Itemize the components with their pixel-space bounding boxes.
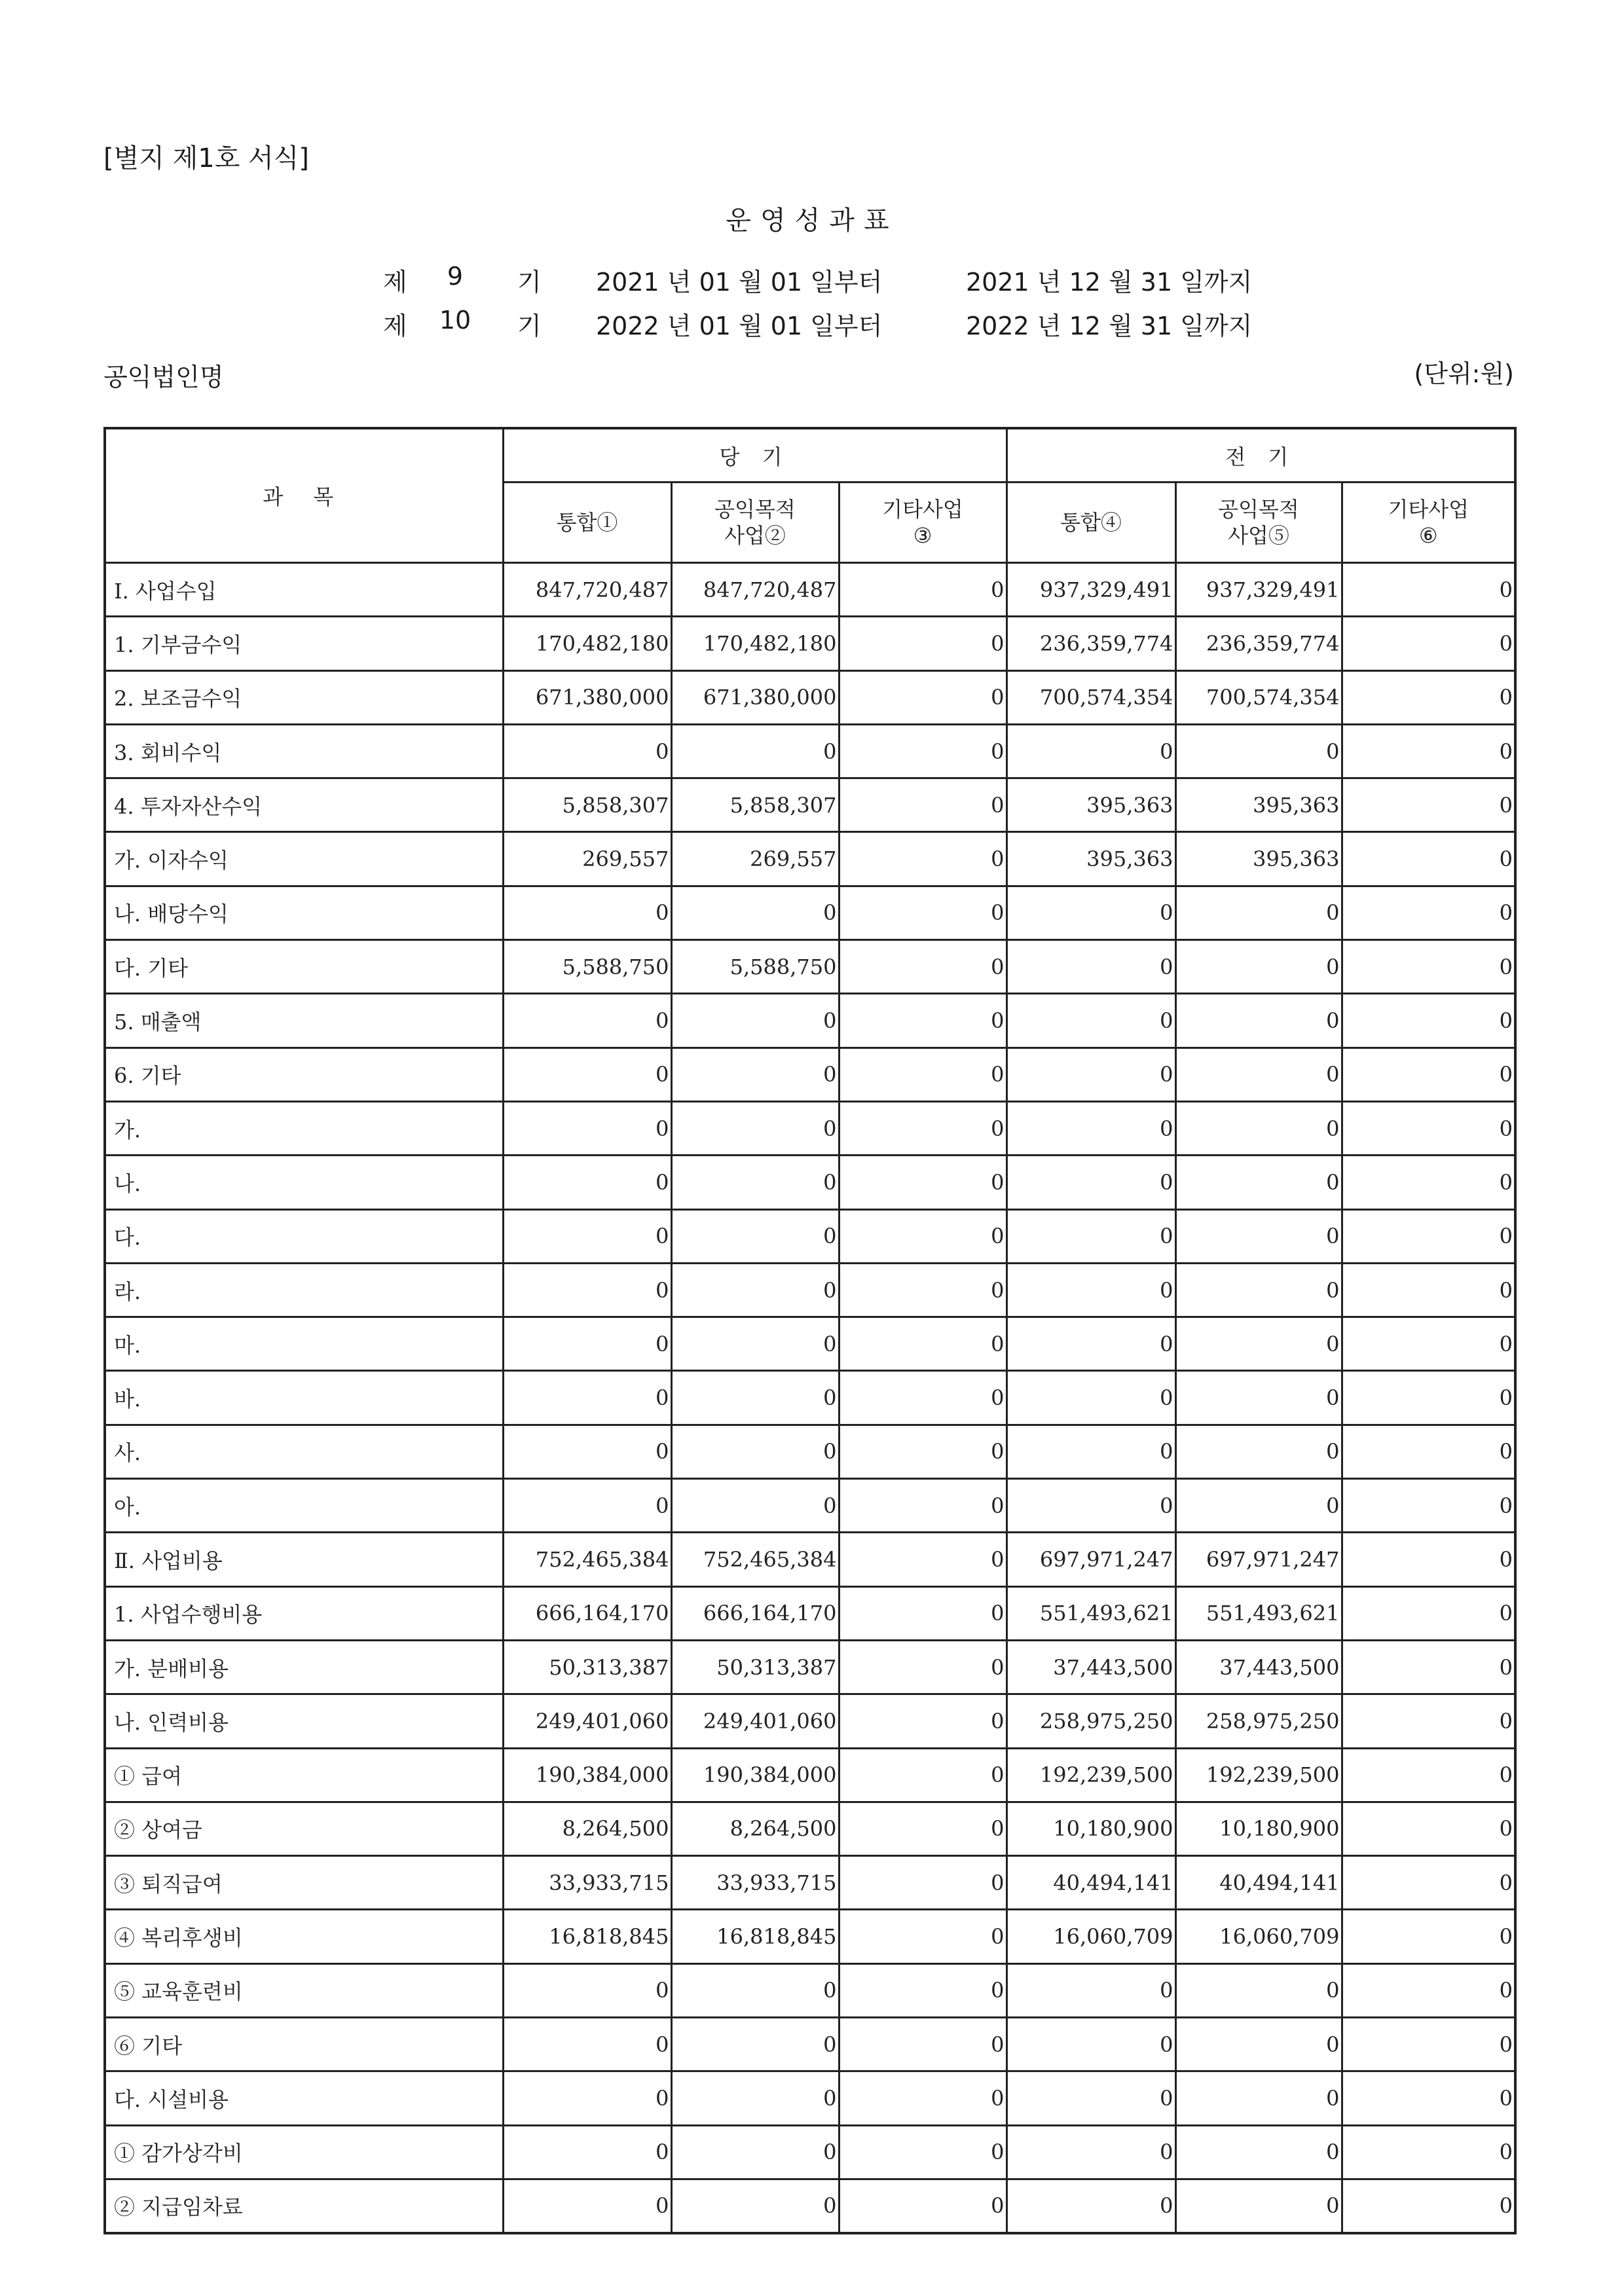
amount-cell: 40,494,141 xyxy=(1006,1856,1175,1910)
amount-cell: 0 xyxy=(839,1263,1006,1317)
amount-cell: 0 xyxy=(1342,1586,1515,1640)
amount-cell: 0 xyxy=(503,1048,671,1101)
row-label: 나. xyxy=(105,1156,503,1209)
amount-cell: 0 xyxy=(1342,1640,1515,1694)
amount-cell: 8,264,500 xyxy=(503,1802,671,1855)
amount-cell: 10,180,900 xyxy=(1175,1802,1342,1855)
row-label: ② 지급임차료 xyxy=(105,2179,503,2232)
amount-cell: 40,494,141 xyxy=(1175,1856,1342,1910)
amount-cell: 0 xyxy=(839,563,1006,617)
row-label: 1. 기부금수익 xyxy=(105,617,503,670)
unit-label: (단위:원) xyxy=(1414,359,1514,388)
amount-cell: 0 xyxy=(839,1209,1006,1263)
amount-cell: 0 xyxy=(671,1371,839,1425)
table-row xyxy=(105,724,1515,778)
amount-cell: 249,401,060 xyxy=(671,1694,839,1748)
amount-cell: 0 xyxy=(1342,617,1515,670)
amount-cell: 0 xyxy=(839,1156,1006,1209)
amount-cell: 0 xyxy=(503,2071,671,2125)
amount-cell: 551,493,621 xyxy=(1006,1586,1175,1640)
amount-cell: 0 xyxy=(1342,1694,1515,1748)
row-label: 가. 분배비용 xyxy=(105,1640,503,1694)
row-label: 4. 투자자산수익 xyxy=(105,778,503,832)
amount-cell: 0 xyxy=(1342,2071,1515,2125)
amount-cell: 0 xyxy=(671,1963,839,2017)
row-label: ① 감가상각비 xyxy=(105,2125,503,2179)
amount-cell: 847,720,487 xyxy=(671,563,839,617)
amount-cell: 0 xyxy=(1342,1856,1515,1910)
amount-cell: 5,588,750 xyxy=(503,940,671,994)
amount-cell: 8,264,500 xyxy=(671,1802,839,1855)
amount-cell: 0 xyxy=(839,2125,1006,2179)
amount-cell: 0 xyxy=(1342,778,1515,832)
table-row xyxy=(105,1963,1515,2017)
amount-cell: 0 xyxy=(1175,1048,1342,1101)
amount-cell: 752,465,384 xyxy=(671,1533,839,1586)
operating-results-table xyxy=(103,427,1517,2234)
amount-cell: 0 xyxy=(1342,1748,1515,1802)
row-label: ⑤ 교육훈련비 xyxy=(105,1963,503,2017)
amount-cell: 0 xyxy=(1342,886,1515,939)
amount-cell: 0 xyxy=(671,2125,839,2179)
table-row xyxy=(105,563,1515,617)
amount-cell: 0 xyxy=(1175,1963,1342,2017)
amount-cell: 0 xyxy=(839,2179,1006,2232)
amount-cell: 0 xyxy=(1175,1425,1342,1478)
column-header: 통합① xyxy=(503,483,671,563)
amount-cell: 0 xyxy=(1175,2071,1342,2125)
amount-cell: 0 xyxy=(1175,724,1342,778)
amount-cell: 671,380,000 xyxy=(671,670,839,724)
amount-cell: 0 xyxy=(839,940,1006,994)
amount-cell: 0 xyxy=(503,1156,671,1209)
amount-cell: 0 xyxy=(1175,1209,1342,1263)
row-label: ② 상여금 xyxy=(105,1802,503,1855)
row-label: ⑥ 기타 xyxy=(105,2018,503,2071)
amount-cell: 16,818,845 xyxy=(671,1910,839,1963)
amount-cell: 258,975,250 xyxy=(1175,1694,1342,1748)
amount-cell: 0 xyxy=(503,1263,671,1317)
amount-cell: 0 xyxy=(671,1101,839,1155)
amount-cell: 0 xyxy=(839,1371,1006,1425)
column-header: 기타사업 ③ xyxy=(839,483,1006,563)
amount-cell: 269,557 xyxy=(671,832,839,886)
amount-cell: 0 xyxy=(1006,1425,1175,1478)
amount-cell: 0 xyxy=(839,1963,1006,2017)
amount-cell: 395,363 xyxy=(1175,778,1342,832)
amount-cell: 0 xyxy=(1342,563,1515,617)
amount-cell: 0 xyxy=(503,1101,671,1155)
amount-cell: 0 xyxy=(1342,940,1515,994)
amount-cell: 0 xyxy=(1175,1479,1342,1533)
period-from: 2021 년 01 월 01 일부터 xyxy=(596,268,883,297)
table-row xyxy=(105,940,1515,994)
amount-cell: 0 xyxy=(671,724,839,778)
row-label: 6. 기타 xyxy=(105,1048,503,1101)
amount-cell: 0 xyxy=(1175,1263,1342,1317)
amount-cell: 5,588,750 xyxy=(671,940,839,994)
period-from: 2022 년 01 월 01 일부터 xyxy=(596,312,883,340)
row-label: 가. xyxy=(105,1101,503,1155)
amount-cell: 0 xyxy=(1006,2018,1175,2071)
amount-cell: 0 xyxy=(839,1640,1006,1694)
amount-cell: 190,384,000 xyxy=(503,1748,671,1802)
table-row xyxy=(105,994,1515,1048)
amount-cell: 0 xyxy=(839,1586,1006,1640)
period-number: 10 xyxy=(439,306,471,335)
amount-cell: 937,329,491 xyxy=(1006,563,1175,617)
amount-cell: 0 xyxy=(1006,1209,1175,1263)
amount-cell: 0 xyxy=(1342,1802,1515,1855)
amount-cell: 0 xyxy=(839,1694,1006,1748)
amount-cell: 37,443,500 xyxy=(1006,1640,1175,1694)
row-label: 2. 보조금수익 xyxy=(105,670,503,724)
amount-cell: 937,329,491 xyxy=(1175,563,1342,617)
row-label: 1. 사업수행비용 xyxy=(105,1586,503,1640)
amount-cell: 0 xyxy=(839,2071,1006,2125)
table-row xyxy=(105,1910,1515,1963)
amount-cell: 0 xyxy=(839,617,1006,670)
amount-cell: 0 xyxy=(839,1856,1006,1910)
amount-cell: 697,971,247 xyxy=(1006,1533,1175,1586)
amount-cell: 50,313,387 xyxy=(503,1640,671,1694)
amount-cell: 0 xyxy=(1342,1479,1515,1533)
amount-cell: 0 xyxy=(839,1533,1006,1586)
amount-cell: 395,363 xyxy=(1006,832,1175,886)
table-row xyxy=(105,1156,1515,1209)
amount-cell: 0 xyxy=(839,832,1006,886)
amount-cell: 0 xyxy=(839,1425,1006,1478)
organization-name-label: 공익법인명 xyxy=(103,363,224,392)
current-period-header: 당 기 xyxy=(503,428,1006,483)
amount-cell: 0 xyxy=(1342,1425,1515,1478)
table-row xyxy=(105,1048,1515,1101)
amount-cell: 0 xyxy=(1342,2018,1515,2071)
amount-cell: 37,443,500 xyxy=(1175,1640,1342,1694)
amount-cell: 0 xyxy=(1006,2125,1175,2179)
amount-cell: 0 xyxy=(1342,724,1515,778)
amount-cell: 249,401,060 xyxy=(503,1694,671,1748)
amount-cell: 269,557 xyxy=(503,832,671,886)
amount-cell: 0 xyxy=(503,724,671,778)
table-row xyxy=(105,1209,1515,1263)
amount-cell: 0 xyxy=(1175,2179,1342,2232)
row-label: 사. xyxy=(105,1425,503,1478)
amount-cell: 395,363 xyxy=(1175,832,1342,886)
amount-cell: 0 xyxy=(1342,1209,1515,1263)
amount-cell: 0 xyxy=(503,2125,671,2179)
amount-cell: 666,164,170 xyxy=(503,1586,671,1640)
amount-cell: 0 xyxy=(1175,1317,1342,1371)
amount-cell: 0 xyxy=(1006,1371,1175,1425)
table-row xyxy=(105,2018,1515,2071)
row-label: ④ 복리후생비 xyxy=(105,1910,503,1963)
amount-cell: 0 xyxy=(839,1048,1006,1101)
amount-cell: 0 xyxy=(839,1910,1006,1963)
amount-cell: 0 xyxy=(839,670,1006,724)
row-label: 나. 배당수익 xyxy=(105,886,503,939)
column-header: 공익목적 사업② xyxy=(671,483,839,563)
amount-cell: 0 xyxy=(503,1317,671,1371)
amount-cell: 0 xyxy=(671,1156,839,1209)
table-row xyxy=(105,1802,1515,1855)
amount-cell: 192,239,500 xyxy=(1175,1748,1342,1802)
table-row xyxy=(105,2125,1515,2179)
row-label: 5. 매출액 xyxy=(105,994,503,1048)
amount-cell: 0 xyxy=(1006,1101,1175,1155)
subject-header: 과 목 xyxy=(105,428,503,563)
amount-cell: 0 xyxy=(1342,2179,1515,2232)
amount-cell: 0 xyxy=(671,1263,839,1317)
amount-cell: 33,933,715 xyxy=(671,1856,839,1910)
form-label: [별지 제1호 서식] xyxy=(103,143,309,173)
amount-cell: 752,465,384 xyxy=(503,1533,671,1586)
period-to: 2022 년 12 월 31 일까지 xyxy=(966,312,1253,340)
amount-cell: 0 xyxy=(1175,886,1342,939)
amount-cell: 671,380,000 xyxy=(503,670,671,724)
prior-period-header: 전 기 xyxy=(1006,428,1515,483)
amount-cell: 0 xyxy=(1175,1371,1342,1425)
amount-cell: 236,359,774 xyxy=(1006,617,1175,670)
table-row xyxy=(105,1317,1515,1371)
table-row xyxy=(105,1856,1515,1910)
amount-cell: 0 xyxy=(1342,1910,1515,1963)
amount-cell: 847,720,487 xyxy=(503,563,671,617)
amount-cell: 700,574,354 xyxy=(1175,670,1342,724)
period-gi: 기 xyxy=(517,268,542,297)
period-je: 제 xyxy=(383,268,407,297)
amount-cell: 0 xyxy=(839,1479,1006,1533)
amount-cell: 0 xyxy=(671,2018,839,2071)
amount-cell: 0 xyxy=(671,2071,839,2125)
amount-cell: 666,164,170 xyxy=(671,1586,839,1640)
amount-cell: 0 xyxy=(671,1425,839,1478)
row-label: 다. 기타 xyxy=(105,940,503,994)
table-row xyxy=(105,1533,1515,1586)
amount-cell: 0 xyxy=(1175,2125,1342,2179)
amount-cell: 0 xyxy=(839,724,1006,778)
table-row xyxy=(105,1263,1515,1317)
document-title: 운영성과표 xyxy=(726,206,898,236)
row-label: Ⅱ. 사업비용 xyxy=(105,1533,503,1586)
amount-cell: 16,818,845 xyxy=(503,1910,671,1963)
amount-cell: 0 xyxy=(503,1425,671,1478)
amount-cell: 0 xyxy=(839,1317,1006,1371)
amount-cell: 0 xyxy=(503,994,671,1048)
amount-cell: 0 xyxy=(839,2018,1006,2071)
table-row xyxy=(105,2071,1515,2125)
table-row xyxy=(105,1586,1515,1640)
row-label: 라. xyxy=(105,1263,503,1317)
amount-cell: 0 xyxy=(1006,2179,1175,2232)
amount-cell: 0 xyxy=(1342,1048,1515,1101)
amount-cell: 0 xyxy=(1175,1101,1342,1155)
amount-cell: 0 xyxy=(1006,940,1175,994)
amount-cell: 0 xyxy=(671,1317,839,1371)
amount-cell: 50,313,387 xyxy=(671,1640,839,1694)
table-row xyxy=(105,1694,1515,1748)
table-row xyxy=(105,778,1515,832)
table-row xyxy=(105,886,1515,939)
amount-cell: 5,858,307 xyxy=(671,778,839,832)
amount-cell: 0 xyxy=(503,2179,671,2232)
amount-cell: 0 xyxy=(503,1209,671,1263)
amount-cell: 0 xyxy=(1006,1479,1175,1533)
amount-cell: 190,384,000 xyxy=(671,1748,839,1802)
column-header: 공익목적 사업⑤ xyxy=(1175,483,1342,563)
row-label: 나. 인력비용 xyxy=(105,1694,503,1748)
table-row xyxy=(105,1101,1515,1155)
table-row xyxy=(105,1748,1515,1802)
amount-cell: 0 xyxy=(1175,1156,1342,1209)
amount-cell: 0 xyxy=(503,886,671,939)
amount-cell: 0 xyxy=(1342,1263,1515,1317)
amount-cell: 0 xyxy=(671,1048,839,1101)
row-label: 바. xyxy=(105,1371,503,1425)
period-je: 제 xyxy=(383,312,407,340)
row-label: ③ 퇴직급여 xyxy=(105,1856,503,1910)
amount-cell: 170,482,180 xyxy=(671,617,839,670)
period-to: 2021 년 12 월 31 일까지 xyxy=(966,268,1253,297)
row-label: 가. 이자수익 xyxy=(105,832,503,886)
amount-cell: 697,971,247 xyxy=(1175,1533,1342,1586)
table-row xyxy=(105,670,1515,724)
amount-cell: 5,858,307 xyxy=(503,778,671,832)
amount-cell: 16,060,709 xyxy=(1175,1910,1342,1963)
amount-cell: 0 xyxy=(1342,994,1515,1048)
table-row xyxy=(105,832,1515,886)
table-row xyxy=(105,1640,1515,1694)
amount-cell: 0 xyxy=(1342,1533,1515,1586)
table-row xyxy=(105,617,1515,670)
row-label: 마. xyxy=(105,1317,503,1371)
amount-cell: 0 xyxy=(1006,1317,1175,1371)
amount-cell: 0 xyxy=(671,886,839,939)
amount-cell: 0 xyxy=(1175,2018,1342,2071)
amount-cell: 0 xyxy=(503,1479,671,1533)
table-row xyxy=(105,1479,1515,1533)
amount-cell: 0 xyxy=(503,1371,671,1425)
amount-cell: 0 xyxy=(1006,724,1175,778)
amount-cell: 0 xyxy=(1342,1963,1515,2017)
row-label: 3. 회비수익 xyxy=(105,724,503,778)
amount-cell: 0 xyxy=(839,1802,1006,1855)
table-row xyxy=(105,1371,1515,1425)
amount-cell: 236,359,774 xyxy=(1175,617,1342,670)
row-label: 아. xyxy=(105,1479,503,1533)
amount-cell: 0 xyxy=(1006,1963,1175,2017)
amount-cell: 0 xyxy=(503,1963,671,2017)
table-row xyxy=(105,2179,1515,2232)
amount-cell: 0 xyxy=(1006,886,1175,939)
amount-cell: 192,239,500 xyxy=(1006,1748,1175,1802)
amount-cell: 0 xyxy=(1006,994,1175,1048)
row-label: Ⅰ. 사업수입 xyxy=(105,563,503,617)
amount-cell: 16,060,709 xyxy=(1006,1910,1175,1963)
amount-cell: 0 xyxy=(503,2018,671,2071)
amount-cell: 0 xyxy=(1006,1048,1175,1101)
amount-cell: 0 xyxy=(839,1101,1006,1155)
amount-cell: 0 xyxy=(839,886,1006,939)
amount-cell: 0 xyxy=(1175,940,1342,994)
amount-cell: 0 xyxy=(671,1479,839,1533)
amount-cell: 0 xyxy=(1342,832,1515,886)
amount-cell: 0 xyxy=(1342,1156,1515,1209)
amount-cell: 395,363 xyxy=(1006,778,1175,832)
row-label: ① 급여 xyxy=(105,1748,503,1802)
row-label: 다. 시설비용 xyxy=(105,2071,503,2125)
amount-cell: 0 xyxy=(1342,2125,1515,2179)
amount-cell: 0 xyxy=(671,2179,839,2232)
column-header: 기타사업 ⑥ xyxy=(1342,483,1515,563)
period-gi: 기 xyxy=(517,312,542,340)
amount-cell: 0 xyxy=(671,994,839,1048)
amount-cell: 0 xyxy=(839,1748,1006,1802)
amount-cell: 0 xyxy=(1342,1317,1515,1371)
amount-cell: 170,482,180 xyxy=(503,617,671,670)
amount-cell: 0 xyxy=(1342,1101,1515,1155)
amount-cell: 258,975,250 xyxy=(1006,1694,1175,1748)
row-label: 다. xyxy=(105,1209,503,1263)
column-header: 통합④ xyxy=(1006,483,1175,563)
amount-cell: 10,180,900 xyxy=(1006,1802,1175,1855)
amount-cell: 700,574,354 xyxy=(1006,670,1175,724)
amount-cell: 0 xyxy=(1342,1371,1515,1425)
amount-cell: 0 xyxy=(839,994,1006,1048)
amount-cell: 0 xyxy=(839,778,1006,832)
amount-cell: 0 xyxy=(1175,994,1342,1048)
amount-cell: 0 xyxy=(1342,670,1515,724)
period-number: 9 xyxy=(447,262,464,291)
table-row xyxy=(105,1425,1515,1478)
amount-cell: 33,933,715 xyxy=(503,1856,671,1910)
amount-cell: 551,493,621 xyxy=(1175,1586,1342,1640)
amount-cell: 0 xyxy=(1006,1263,1175,1317)
amount-cell: 0 xyxy=(671,1209,839,1263)
amount-cell: 0 xyxy=(1006,2071,1175,2125)
amount-cell: 0 xyxy=(1006,1156,1175,1209)
